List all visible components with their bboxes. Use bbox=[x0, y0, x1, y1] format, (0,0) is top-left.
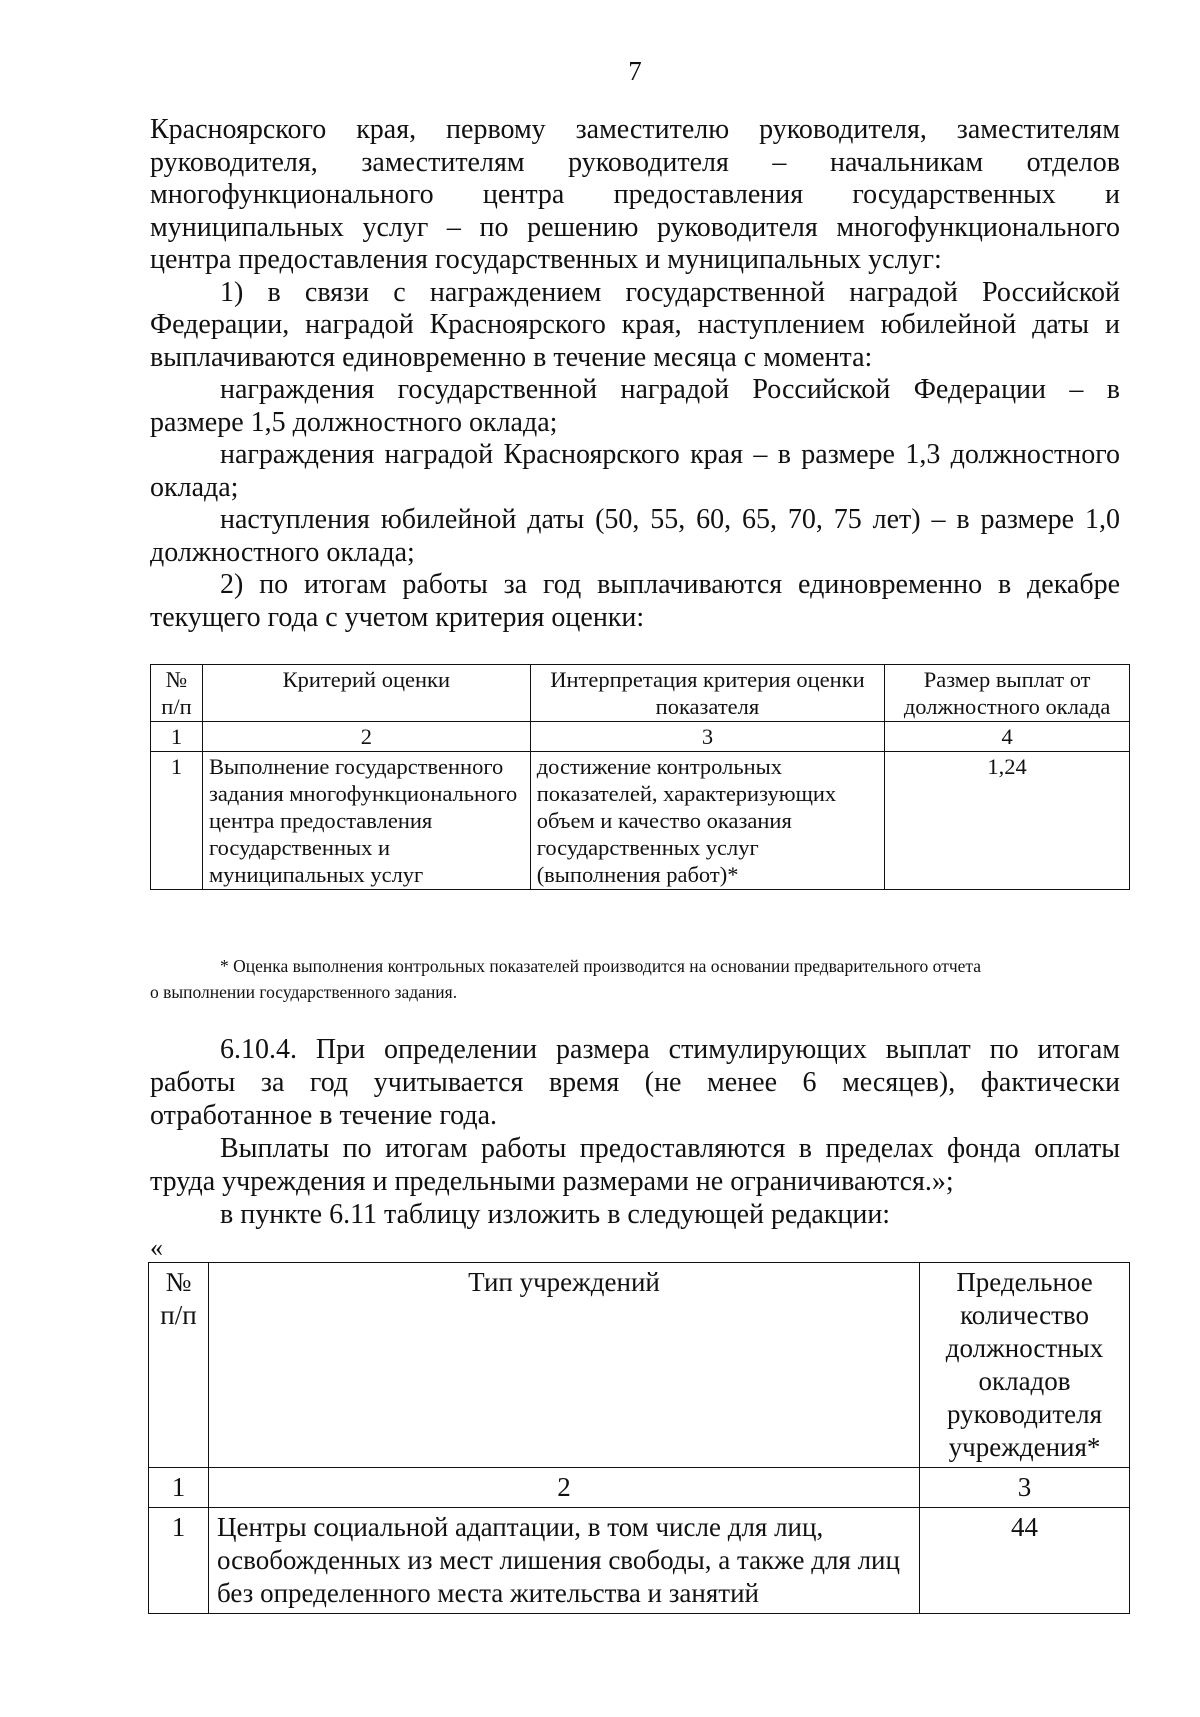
header-institution-type: Тип учреждений bbox=[208, 1263, 919, 1468]
header-payment-size: Размер выплат от должностного оклада bbox=[885, 665, 1130, 722]
opening-quote: « bbox=[150, 1233, 163, 1262]
header-interpretation: Интерпретация критерия оценки показателя bbox=[530, 665, 885, 722]
column-number: 1 bbox=[149, 1468, 209, 1508]
column-number: 4 bbox=[885, 722, 1130, 752]
header-num: № п/п bbox=[149, 1263, 209, 1468]
sub-item-anniversary: наступления юбилейной даты (50, 55, 60, 65, 70, 75 лет) – в размере 1,0 должностного оклада; bbox=[150, 504, 1120, 568]
footnote-line-2: о выполнении государственного задания. bbox=[150, 982, 458, 1002]
row-institution-type: Центры социальной адаптации, в том числе для лиц, освобожденных из мест лишения свободы, а также для лиц без определенного места жительства и занятий bbox=[208, 1508, 919, 1614]
paragraph-6-10-4: 6.10.4. При определении размера стимулирующих выплат по итогам работы за год учитывается время (не менее 6 месяцев), фактически отработанное в течение года. bbox=[150, 1034, 1120, 1131]
intro-paragraph: Красноярского края, первому заместителю руководителя, заместителям руководителя, заместителям руководителя – начальникам отделов многофункционального центра предоставления государственных и муниципальных услуг – по решению руководителя многофункционального центра предоставления государственных и муниципальных услуг: bbox=[150, 114, 1120, 275]
row-num: 1 bbox=[151, 752, 203, 890]
row-criterion: Выполнение государственного задания многофункционального центра предоставления государственных и муниципальных услуг bbox=[202, 752, 530, 890]
criteria-table bbox=[150, 664, 1130, 890]
body-text-2 bbox=[150, 1033, 1120, 1231]
footnote bbox=[150, 953, 1120, 1005]
column-number-row bbox=[151, 722, 1130, 752]
row-payment-size: 1,24 bbox=[885, 752, 1130, 890]
header-criterion: Критерий оценки bbox=[202, 665, 530, 722]
sub-item-regional-award: награждения наградой Красноярского края – в размере 1,3 должностного оклада; bbox=[150, 439, 1120, 503]
footnote-line-1: * Оценка выполнения контрольных показателей производится на основании предварительного отчета bbox=[220, 956, 982, 976]
institution-table bbox=[148, 1262, 1130, 1614]
page-number: 7 bbox=[628, 56, 642, 86]
row-num: 1 bbox=[149, 1508, 209, 1614]
item-2-paragraph: 2) по итогам работы за год выплачиваются единовременно в декабре текущего года с учетом критерия оценки: bbox=[150, 569, 1120, 633]
paragraph-payments: Выплаты по итогам работы предоставляются в пределах фонда оплаты труда учреждения и предельными размерами не ограничиваются.»; bbox=[150, 1133, 1120, 1197]
column-number: 3 bbox=[530, 722, 885, 752]
table-header-row bbox=[149, 1263, 1130, 1468]
column-number: 2 bbox=[202, 722, 530, 752]
column-number-row bbox=[149, 1468, 1130, 1508]
body-text bbox=[150, 114, 1120, 634]
column-number: 1 bbox=[151, 722, 203, 752]
row-max-salaries: 44 bbox=[920, 1508, 1130, 1614]
table-header-row bbox=[151, 665, 1130, 722]
header-max-salaries: Предельное количество должностных окладов руководителя учреждения* bbox=[920, 1263, 1130, 1468]
row-interpretation: достижение контрольных показателей, характеризующих объем и качество оказания государственных услуг (выполнения работ)* bbox=[530, 752, 885, 890]
sub-item-state-award: награждения государственной наградой Российской Федерации – в размере 1,5 должностного оклада; bbox=[150, 374, 1120, 438]
column-number: 3 bbox=[920, 1468, 1130, 1508]
column-number: 2 bbox=[208, 1468, 919, 1508]
table-row bbox=[149, 1508, 1130, 1614]
item-1-paragraph: 1) в связи с награждением государственной наградой Российской Федерации, наградой Красноярского края, наступлением юбилейной даты и выплачиваются единовременно в течение месяца с момента: bbox=[150, 276, 1120, 373]
paragraph-6-11: в пункте 6.11 таблицу изложить в следующей редакции: bbox=[220, 1199, 891, 1230]
table-row bbox=[151, 752, 1130, 890]
header-num: № п/п bbox=[151, 665, 203, 722]
